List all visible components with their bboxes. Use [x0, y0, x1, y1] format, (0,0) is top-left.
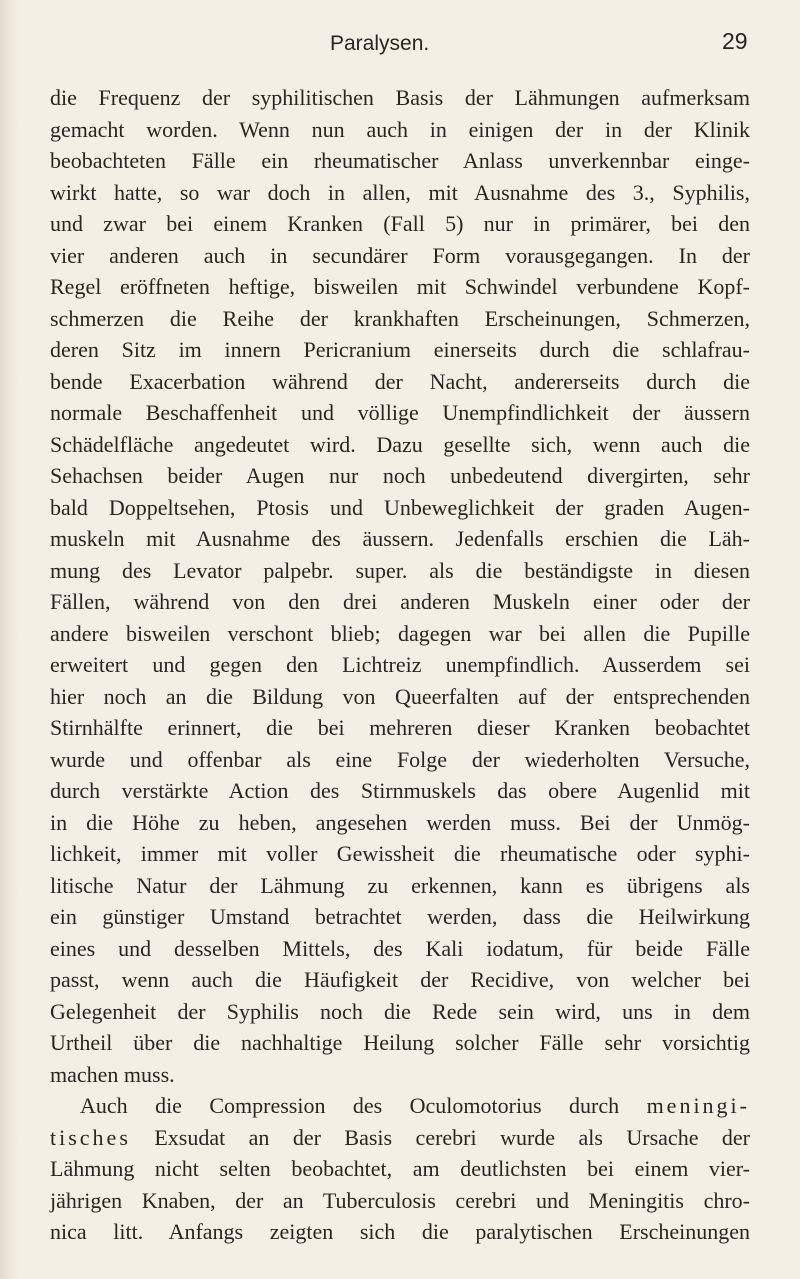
- text-line: bald Doppeltsehen, Ptosis und Unbeweglichkeit der graden Augen-: [50, 494, 750, 520]
- text-line: Fällen, während von den drei anderen Muskeln einer oder der: [50, 589, 750, 614]
- text-line: passt, wenn auch die Häufigkeit der Recidive, von welcher bei: [50, 967, 750, 992]
- text-line: gemacht worden. Wenn nun auch in einigen der in der Klinik: [50, 116, 750, 142]
- text-line: nica litt. Anfangs zeigten sich die paralytischen Erscheinungen: [50, 1219, 750, 1244]
- text-line: mung des Levator palpebr. super. als die beständigste in diesen: [50, 557, 750, 583]
- paragraph-start-line: [50, 1090, 750, 1122]
- running-title: Paralysen.: [330, 32, 430, 55]
- text-line: vier anderen auch in secundärer Form vorausgegangen. In der: [50, 242, 750, 268]
- text-line: durch verstärkte Action des Stirnmuskels das obere Augenlid mit: [50, 778, 750, 803]
- text-line: wurde und offenbar als eine Folge der wiederholten Versuche,: [50, 746, 750, 772]
- text-line: deren Sitz im innern Pericranium einerseits durch die schlafrau-: [50, 337, 750, 362]
- text-line: muskeln mit Ausnahme des äussern. Jedenfalls erschien die Läh-: [50, 526, 750, 551]
- text-line: [50, 1122, 750, 1154]
- text-line: ein günstiger Umstand betrachtet werden, dass die Heilwirkung: [50, 904, 750, 929]
- text-line: beobachteten Fälle ein rheumatischer Anlass unverkennbar einge-: [50, 148, 750, 173]
- running-header: [0, 22, 800, 62]
- spaced-word: meningi-: [646, 1093, 750, 1118]
- text-line: andere bisweilen verschont blieb; dagegen war bei allen die Pupille: [50, 620, 750, 646]
- text-line: normale Beschaffenheit und völlige Unempfindlichkeit der äussern: [50, 400, 750, 425]
- text-line: lichkeit, immer mit voller Gewissheit die rheumatische oder syphi-: [50, 841, 750, 866]
- text-line: Regel eröffneten heftige, bisweilen mit Schwindel verbundene Kopf-: [50, 274, 750, 299]
- text-line: erweitert und gegen den Lichtreiz unempfindlich. Ausserdem sei: [50, 652, 750, 677]
- text-line: Stirnhälfte erinnert, die bei mehreren dieser Kranken beobachtet: [50, 715, 750, 740]
- text-line: die Frequenz der syphilitischen Basis der Lähmungen aufmerksam: [50, 85, 750, 110]
- text-line: Schädelfläche angedeutet wird. Dazu gesellte sich, wenn auch die: [50, 431, 750, 457]
- body-text: [50, 82, 750, 1248]
- text-line: Urtheil über die nachhaltige Heilung solcher Fälle sehr vorsichtig: [50, 1030, 750, 1055]
- text-line: schmerzen die Reihe der krankhaften Erscheinungen, Schmerzen,: [50, 305, 750, 331]
- text-line: eines und desselben Mittels, des Kali iodatum, für beide Fälle: [50, 935, 750, 961]
- text-line: Gelegenheit der Syphilis noch die Rede sein wird, uns in dem: [50, 998, 750, 1024]
- page-edge-shadow: [0, 0, 18, 1279]
- text-line: bende Exacerbation während der Nacht, andererseits durch die: [50, 368, 750, 394]
- text-line: wirkt hatte, so war doch in allen, mit Ausnahme des 3., Syphilis,: [50, 179, 750, 205]
- text-line: Sehachsen beider Augen nur noch unbedeutend divergirten, sehr: [50, 463, 750, 488]
- text-line: machen muss.: [50, 1061, 175, 1087]
- text-line: jährigen Knaben, der an Tuberculosis cerebri und Meningitis chro-: [50, 1187, 750, 1213]
- spaced-word: tisches: [50, 1124, 131, 1150]
- text-line: litische Natur der Lähmung zu erkennen, kann es übrigens als: [50, 872, 750, 898]
- text-line: Lähmung nicht selten beobachtet, am deutlichsten bei einem vier-: [50, 1156, 750, 1181]
- text-segment: Auch die Compression des Oculomotorius durch: [80, 1093, 620, 1118]
- text-line: hier noch an die Bildung von Queerfalten auf der entsprechenden: [50, 683, 750, 709]
- text-line: und zwar bei einem Kranken (Fall 5) nur in primärer, bei den: [50, 211, 750, 236]
- text-line: in die Höhe zu heben, angesehen werden muss. Bei der Unmög-: [50, 809, 750, 835]
- page-number: 29: [722, 28, 748, 54]
- text-segment: Exsudat an der Basis cerebri wurde als Ursache der: [154, 1124, 750, 1150]
